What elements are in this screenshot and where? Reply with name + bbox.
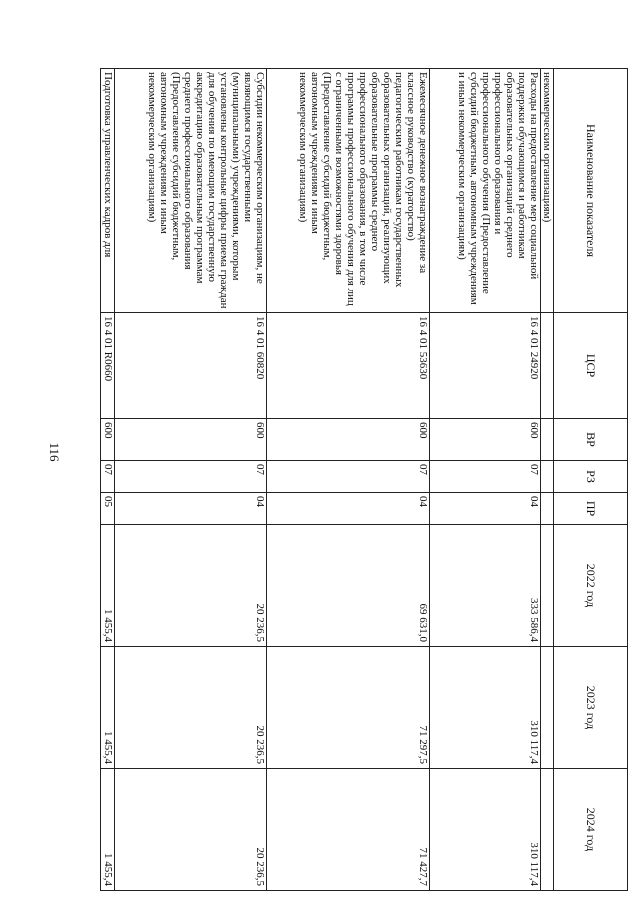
row-vr: 600: [115, 419, 267, 461]
row-csr: 16 4 01 R0660: [101, 313, 115, 419]
table-row: [101, 69, 115, 891]
row-rz: 07: [115, 461, 267, 493]
row-rz: 07: [101, 461, 115, 493]
page-number: 116: [47, 442, 62, 462]
row-2024: 20 236,5: [115, 769, 267, 891]
row-2022: 333 586,4: [429, 525, 540, 647]
row-csr: 16 4 01 53630: [267, 313, 429, 419]
header-vr: ВР: [554, 419, 628, 461]
table-row: [267, 69, 429, 891]
row-vr: 600: [267, 419, 429, 461]
row-2022: 1 455,4: [101, 525, 115, 647]
row-name: Расходы на предоставление мер социальной поддержки обучающимся и работникам образовательных организаций среднего профессионального образования и профессионального обучения (Предоставление субсидий бюджетным, автономным учреждениям и иным некоммерческим организациям): [429, 69, 540, 313]
row-pr: 04: [429, 493, 540, 525]
row-2022: 69 631,0: [267, 525, 429, 647]
row-csr: 16 4 01 60820: [115, 313, 267, 419]
row-2024: 310 117,4: [429, 769, 540, 891]
rotated-page-content: [100, 68, 628, 890]
header-2022: 2022 год: [554, 525, 628, 647]
row-2023: 1 455,4: [101, 647, 115, 769]
header-row: [554, 69, 628, 891]
table-row: [115, 69, 267, 891]
row-rz: 07: [267, 461, 429, 493]
row-2023: 310 117,4: [429, 647, 540, 769]
continuation-cell: некоммерческим организациям): [540, 69, 553, 313]
row-pr: 04: [267, 493, 429, 525]
row-2023: 71 297,5: [267, 647, 429, 769]
row-rz: 07: [429, 461, 540, 493]
header-2024: 2024 год: [554, 769, 628, 891]
row-vr: 600: [429, 419, 540, 461]
row-vr: 600: [101, 419, 115, 461]
row-2023: 20 236,5: [115, 647, 267, 769]
row-pr: 05: [101, 493, 115, 525]
row-name: Подготовка управленческих кадров для: [101, 69, 115, 313]
row-2024: 71 427,7: [267, 769, 429, 891]
table-row: [429, 69, 540, 891]
header-rz: РЗ: [554, 461, 628, 493]
row-name: Субсидии некоммерческим организациям, не являющимся государственными (муниципальными) учреждениями, которым установлены контрольные цифры приема граждан для обучения по имеющим государственную аккредитацию образовательным программам среднего профессионального образования (Предоставление субсидий бюджетным, автономным учреждениям и иным некоммерческим организациям): [115, 69, 267, 313]
row-csr: 16 4 01 24920: [429, 313, 540, 419]
header-csr: ЦСР: [554, 313, 628, 419]
row-pr: 04: [115, 493, 267, 525]
row-name: Ежемесячное денежное вознаграждение за классное руководство (кураторство) педагогическим работникам государственных образовательных организаций, реализующих образовательные программы среднего профессионального образования, в том числе программы профессионального обучения для лиц с ограниченными возможностями здоровья (Предоставление субсидий бюджетным, автономным учреждениям и иным некоммерческим организациям): [267, 69, 429, 313]
row-2022: 20 236,5: [115, 525, 267, 647]
header-2023: 2023 год: [554, 647, 628, 769]
header-pr: ПР: [554, 493, 628, 525]
header-indicator-name: Наименование показателя: [554, 69, 628, 313]
budget-table: [100, 68, 628, 891]
table-row-continuation: [540, 69, 553, 891]
row-2024: 1 455,4: [101, 769, 115, 891]
